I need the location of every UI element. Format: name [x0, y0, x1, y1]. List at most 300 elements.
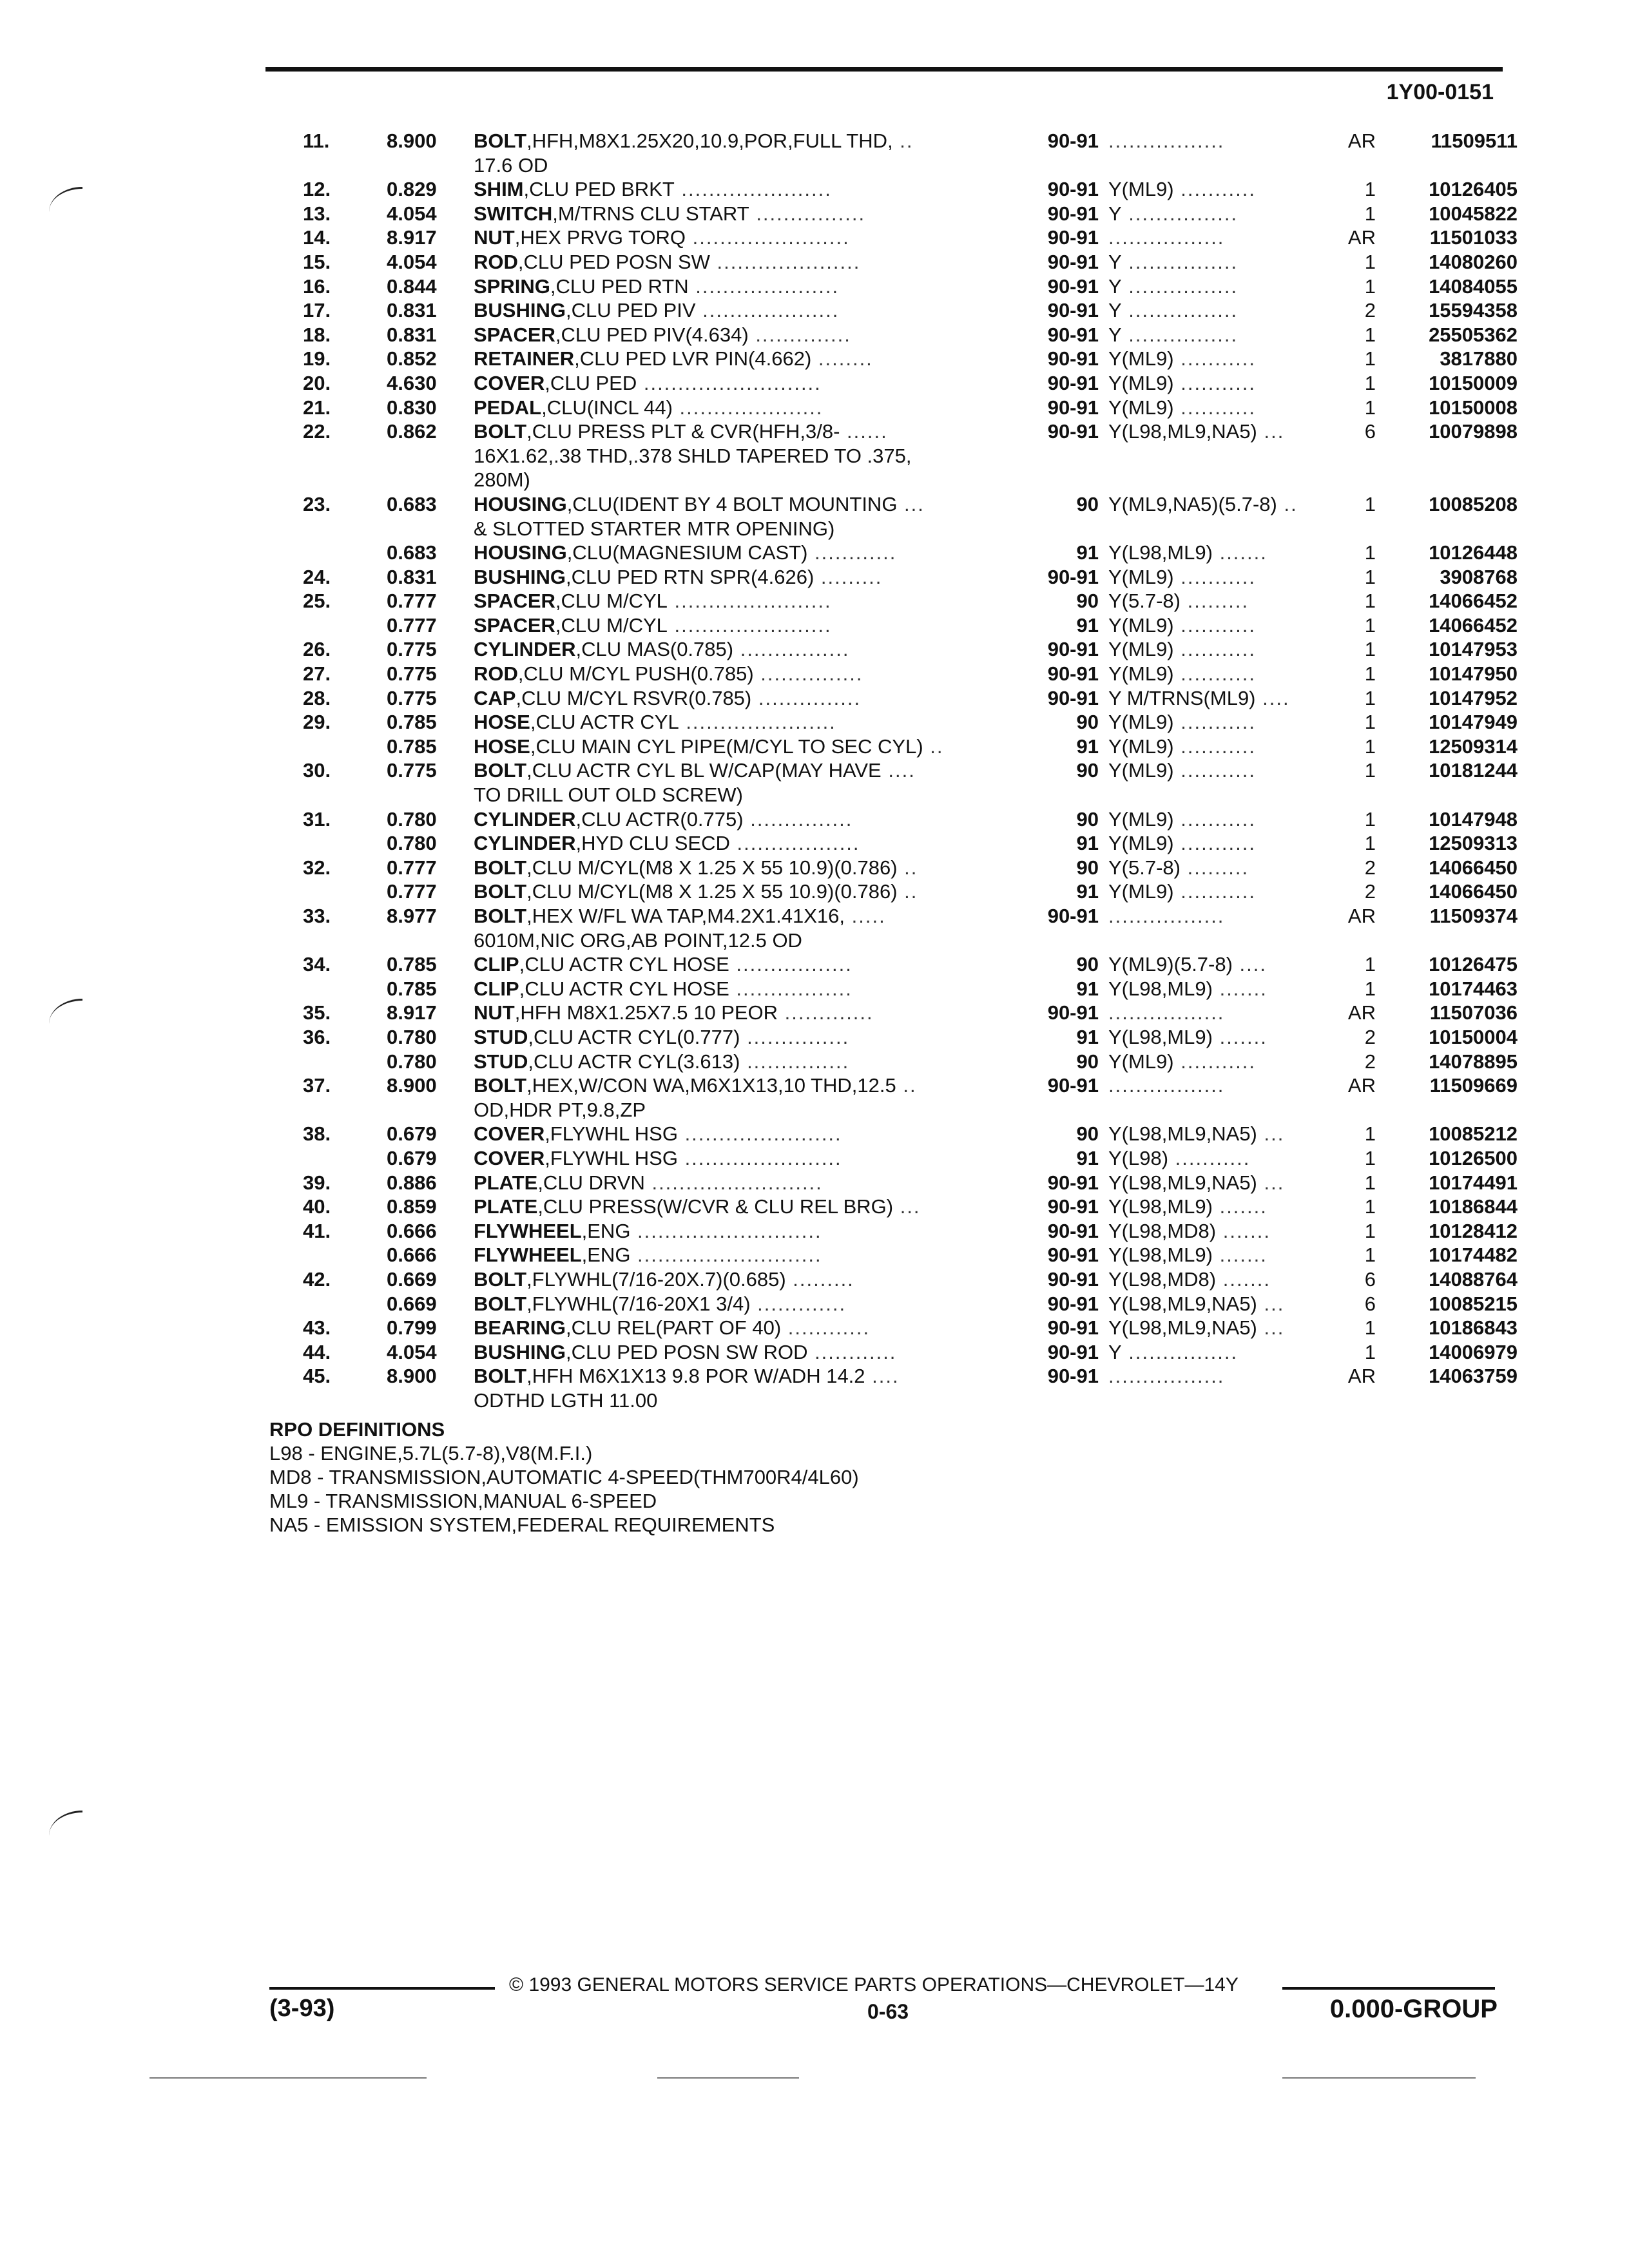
table-row — [303, 419, 1518, 444]
rpo-line-ml9: ML9 - TRANSMISSION,MANUAL 6-SPEED — [269, 1490, 657, 1512]
quantity: AR — [1347, 226, 1376, 249]
part-detail: ,HYD CLU SECD — [575, 832, 730, 855]
part-number — [1376, 153, 1518, 178]
dot-leader: ........................... — [630, 1219, 822, 1242]
group-number: 0.852 — [387, 347, 437, 370]
model-years: 90-91 — [1047, 226, 1099, 249]
dot-leader: ...................... — [679, 711, 836, 734]
dot-leader: ....................... — [686, 226, 850, 249]
model-years: 91 — [1076, 977, 1099, 1000]
dot-leader: ...................... — [674, 178, 832, 201]
part-description — [474, 323, 1008, 347]
group-number: 8.900 — [387, 1074, 437, 1097]
table-row — [303, 1171, 1518, 1195]
quantity: 1 — [1364, 662, 1376, 686]
item-number: 45. — [303, 1365, 331, 1388]
dot-leader: ........... — [1173, 396, 1256, 419]
part-detail: ,CLU M/CYL — [555, 613, 668, 637]
model-years — [1008, 444, 1108, 468]
usage-code — [1108, 1316, 1334, 1340]
quantity: AR — [1347, 1074, 1376, 1097]
usage-code — [1108, 129, 1334, 153]
group-number: 0.785 — [387, 953, 437, 976]
group-number: 0.683 — [387, 492, 437, 515]
item-number: 21. — [303, 396, 331, 419]
part-number: 12509314 — [1429, 735, 1518, 758]
item-number — [303, 153, 387, 178]
part-number: 10174463 — [1429, 977, 1518, 1000]
bottom-line — [1282, 2077, 1476, 2079]
part-description — [474, 541, 1008, 565]
table-row — [303, 613, 1518, 638]
model-years — [1008, 517, 1108, 541]
item-number: 14. — [303, 226, 331, 249]
part-number — [1376, 444, 1518, 468]
quantity: 1 — [1364, 1122, 1376, 1146]
usage-text: Y(ML9)(5.7-8) — [1108, 953, 1233, 976]
part-number: 10186843 — [1429, 1316, 1518, 1340]
dot-leader: ................. — [1108, 1001, 1225, 1024]
quantity — [1334, 1098, 1376, 1122]
table-row — [303, 589, 1518, 613]
part-description — [474, 904, 1008, 928]
part-description — [474, 686, 1008, 711]
usage-text: Y — [1108, 250, 1122, 273]
usage-code — [1108, 323, 1334, 347]
dot-leader: ........... — [1173, 347, 1256, 370]
part-description — [474, 396, 1008, 420]
dot-leader: ....................... — [667, 613, 832, 637]
part-description — [474, 637, 1008, 662]
part-name: RETAINER — [474, 347, 575, 370]
table-row — [303, 879, 1518, 904]
dot-leader: ............... — [743, 807, 853, 831]
quantity: 1 — [1364, 1244, 1376, 1267]
part-description — [474, 952, 1008, 977]
part-description — [474, 517, 1008, 541]
dot-leader: ................. — [1108, 130, 1225, 152]
part-detail: ,CLU ACTR CYL — [530, 711, 679, 734]
footer-group: 0.000-GROUP — [1329, 1995, 1498, 2023]
usage-code — [1108, 904, 1334, 928]
table-row — [303, 202, 1518, 226]
usage-text: Y(ML9) — [1108, 1050, 1174, 1073]
part-description — [474, 758, 1008, 783]
part-number: 10150009 — [1429, 371, 1518, 394]
group-number: 4.054 — [387, 250, 437, 273]
usage-code — [1108, 1219, 1334, 1244]
rpo-title: RPO DEFINITIONS — [269, 1418, 445, 1441]
usage-code — [1108, 419, 1334, 444]
part-detail: ,CLU PRESS PLT & CVR(HFH,3/8- — [526, 420, 840, 443]
item-number — [303, 468, 387, 492]
usage-code — [1108, 444, 1334, 468]
group-number: 0.862 — [387, 420, 437, 443]
bottom-line — [149, 2077, 427, 2079]
item-number — [303, 444, 387, 468]
model-years: 90-91 — [1047, 347, 1099, 370]
part-description — [474, 1316, 1008, 1340]
dot-leader: ........... — [1173, 832, 1256, 855]
part-detail: ,HFH,M8X1.25X20,10.9,POR,FULL THD, — [526, 130, 893, 152]
group-number: 0.777 — [387, 613, 437, 637]
part-number — [1376, 468, 1518, 492]
part-name: SPACER — [474, 613, 555, 637]
part-description — [474, 1219, 1008, 1244]
dot-leader: ................ — [749, 202, 866, 225]
parts-table-body — [303, 129, 1518, 1412]
dot-leader: .... — [865, 1365, 900, 1388]
part-description — [474, 1122, 1008, 1146]
model-years: 90-91 — [1047, 396, 1099, 419]
group-number: 4.630 — [387, 371, 437, 394]
table-row — [303, 1364, 1518, 1389]
model-years — [1008, 468, 1108, 492]
dot-leader: ....... — [1216, 1219, 1271, 1242]
usage-text: Y(ML9) — [1108, 662, 1174, 686]
part-detail: ,FLYWHL HSG — [545, 1146, 678, 1169]
quantity: 6 — [1364, 1292, 1376, 1315]
usage-text: Y(L98) — [1108, 1146, 1169, 1169]
dot-leader: .. — [896, 1074, 917, 1097]
item-number: 18. — [303, 323, 331, 346]
usage-text: Y(5.7-8) — [1108, 856, 1181, 879]
part-description — [474, 735, 1008, 759]
quantity: 1 — [1364, 1195, 1376, 1218]
usage-text: Y(L98,ML9) — [1108, 1195, 1213, 1218]
usage-code — [1108, 250, 1334, 274]
model-years: 91 — [1076, 735, 1099, 758]
part-number: 14066452 — [1429, 590, 1518, 613]
table-row — [303, 856, 1518, 880]
dot-leader: ... — [1257, 1292, 1285, 1315]
dot-leader: ................ — [1121, 1340, 1239, 1363]
group-number: 0.859 — [387, 1195, 437, 1218]
item-number: 22. — [303, 420, 331, 443]
group-number — [387, 928, 474, 953]
part-number: 11507036 — [1429, 1001, 1518, 1024]
part-name: COVER — [474, 1122, 545, 1146]
part-detail: ,CLU MAS(0.785) — [575, 638, 734, 661]
part-detail: 17.6 OD — [474, 153, 548, 177]
usage-text: Y(L98,ML9,NA5) — [1108, 420, 1257, 443]
part-description — [474, 807, 1008, 832]
table-row — [303, 1243, 1518, 1267]
usage-code — [1108, 1340, 1334, 1365]
part-detail: ,FLYWHL HSG — [545, 1122, 678, 1146]
usage-code — [1108, 952, 1334, 977]
dot-leader: ....... — [1212, 1025, 1268, 1048]
item-number: 32. — [303, 856, 331, 879]
quantity: 1 — [1364, 735, 1376, 758]
model-years: 90-91 — [1047, 1171, 1099, 1194]
group-number: 0.785 — [387, 711, 437, 734]
table-row — [303, 517, 1518, 541]
part-description — [474, 879, 1008, 904]
table-row — [303, 1098, 1518, 1122]
dot-leader: ........... — [1173, 662, 1256, 686]
part-number: 10147952 — [1429, 686, 1518, 709]
part-description — [474, 710, 1008, 735]
quantity: 1 — [1364, 590, 1376, 613]
part-detail: ,CLU PED RTN SPR(4.626) — [565, 565, 815, 588]
part-name: BOLT — [474, 905, 527, 927]
item-number — [303, 1292, 387, 1316]
model-years: 90 — [1076, 492, 1099, 515]
dot-leader: ............... — [751, 686, 862, 709]
footer-rule-right — [1282, 1987, 1495, 1990]
item-number: 29. — [303, 711, 331, 734]
group-number — [387, 468, 474, 492]
item-number — [303, 735, 387, 759]
dot-leader: ........ — [811, 347, 873, 370]
dot-leader: ......... — [1180, 590, 1249, 613]
part-detail: 6010M,NIC ORG,AB POINT,12.5 OD — [474, 928, 802, 952]
quantity: 1 — [1364, 977, 1376, 1000]
part-detail: ,FLYWHL(7/16-20X1 3/4) — [526, 1292, 751, 1315]
item-number — [303, 879, 387, 904]
part-number: 14006979 — [1429, 1340, 1518, 1363]
usage-text: Y(L98,ML9,NA5) — [1108, 1171, 1257, 1194]
part-detail: ,HFH M6X1X13 9.8 POR W/ADH 14.2 — [526, 1365, 865, 1388]
table-row — [303, 371, 1518, 396]
quantity: 1 — [1364, 1316, 1376, 1340]
dot-leader: ......................... — [644, 1171, 823, 1194]
usage-text: Y(L98,ML9) — [1108, 977, 1213, 1000]
usage-text: Y(ML9) — [1108, 613, 1174, 637]
model-years: 90-91 — [1047, 686, 1099, 709]
part-description — [474, 1292, 1008, 1316]
part-detail: ,CLU MAIN CYL PIPE(M/CYL TO SEC CYL) — [530, 735, 923, 758]
dot-leader: ....... — [1212, 1195, 1268, 1218]
usage-code — [1108, 879, 1334, 904]
group-number: 0.683 — [387, 541, 437, 564]
usage-code — [1108, 1389, 1334, 1413]
part-name: BUSHING — [474, 1340, 566, 1363]
model-years — [1008, 1098, 1108, 1122]
quantity — [1334, 153, 1376, 178]
part-detail: ,CLU PED POSN SW ROD — [565, 1340, 808, 1363]
item-number: 31. — [303, 807, 331, 831]
model-years: 90-91 — [1047, 1365, 1099, 1388]
model-years: 90-91 — [1047, 250, 1099, 273]
part-description — [474, 783, 1008, 807]
item-number — [303, 1389, 387, 1413]
dot-leader: ........... — [1173, 711, 1256, 734]
dot-leader: ............... — [753, 662, 863, 686]
part-number: 14063759 — [1429, 1365, 1518, 1388]
part-name: BOLT — [474, 856, 527, 879]
usage-code — [1108, 468, 1334, 492]
table-row — [303, 153, 1518, 178]
usage-code — [1108, 735, 1334, 759]
part-number: 14078895 — [1429, 1050, 1518, 1073]
usage-text: Y — [1108, 202, 1122, 225]
part-name: SPRING — [474, 274, 550, 298]
table-row — [303, 710, 1518, 735]
part-description — [474, 589, 1008, 613]
part-detail: ,CLU PED RTN — [550, 274, 689, 298]
part-description — [474, 177, 1008, 202]
part-number: 12509313 — [1429, 832, 1518, 855]
model-years: 90-91 — [1047, 1292, 1099, 1315]
dot-leader: ........... — [1173, 735, 1256, 758]
group-number: 0.831 — [387, 565, 437, 588]
dot-leader: ................. — [1108, 226, 1225, 249]
group-number — [387, 1098, 474, 1122]
part-name: SWITCH — [474, 202, 553, 225]
dot-leader: ....................... — [677, 1122, 842, 1146]
part-detail: ,CLU PED BRKT — [523, 178, 675, 201]
model-years — [1008, 783, 1108, 807]
usage-text: Y(ML9) — [1108, 832, 1174, 855]
dot-leader: ............... — [740, 1025, 850, 1048]
part-name: ROD — [474, 250, 518, 273]
part-description — [474, 226, 1008, 250]
dot-leader: ........... — [1173, 178, 1256, 201]
usage-text: Y — [1108, 323, 1122, 346]
quantity: 1 — [1364, 1171, 1376, 1194]
table-row — [303, 298, 1518, 323]
part-detail: 280M) — [474, 468, 530, 492]
group-number: 0.679 — [387, 1122, 437, 1146]
part-detail: ,HEX W/FL WA TAP,M4.2X1.41X16, — [526, 905, 845, 927]
model-years: 90 — [1076, 953, 1099, 976]
part-number: 10150008 — [1429, 396, 1518, 419]
table-row — [303, 492, 1518, 517]
item-number: 24. — [303, 565, 331, 588]
part-name: BUSHING — [474, 299, 566, 322]
model-years: 90-91 — [1047, 638, 1099, 661]
item-number: 39. — [303, 1171, 331, 1194]
usage-code — [1108, 541, 1334, 565]
part-number — [1376, 1389, 1518, 1413]
part-detail: 16X1.62,.38 THD,.378 SHLD TAPERED TO .375, — [474, 444, 912, 467]
model-years: 90 — [1076, 590, 1099, 613]
part-name: BOLT — [474, 880, 527, 903]
usage-code — [1108, 565, 1334, 590]
dot-leader: ................. — [1108, 1365, 1225, 1388]
part-name: STUD — [474, 1025, 528, 1048]
part-number: 10128412 — [1429, 1219, 1518, 1242]
part-name: CLIP — [474, 953, 519, 976]
item-number: 36. — [303, 1025, 331, 1048]
part-number: 10126500 — [1429, 1146, 1518, 1169]
model-years — [1008, 153, 1108, 178]
item-number — [303, 1243, 387, 1267]
table-row — [303, 1389, 1518, 1413]
group-number: 0.830 — [387, 396, 437, 419]
table-row — [303, 274, 1518, 299]
quantity: 1 — [1364, 613, 1376, 637]
part-detail: ,CLU PED — [545, 371, 637, 394]
item-number: 28. — [303, 686, 331, 709]
part-description — [474, 298, 1008, 323]
part-detail: ,CLU PED PIV(4.634) — [555, 323, 749, 346]
rpo-line-l98: L98 - ENGINE,5.7L(5.7-8),V8(M.F.I.) — [269, 1442, 593, 1465]
part-description — [474, 419, 1008, 444]
usage-code — [1108, 1292, 1334, 1316]
dot-leader: .................. — [729, 832, 860, 855]
quantity — [1334, 468, 1376, 492]
group-number: 0.780 — [387, 1050, 437, 1073]
part-name: CLIP — [474, 977, 519, 1000]
part-number: 10085208 — [1429, 492, 1518, 515]
usage-text: Y(ML9) — [1108, 565, 1174, 588]
dot-leader: ................. — [1108, 1074, 1225, 1097]
quantity: AR — [1347, 1365, 1376, 1388]
usage-code — [1108, 686, 1334, 711]
quantity: 1 — [1364, 371, 1376, 394]
part-number: 25505362 — [1429, 323, 1518, 346]
item-number: 33. — [303, 905, 331, 927]
dot-leader: ............ — [781, 1316, 871, 1340]
dot-leader: .. — [892, 130, 914, 152]
part-detail: OD,HDR PT,9.8,ZP — [474, 1098, 646, 1121]
item-number: 26. — [303, 638, 331, 661]
model-years: 91 — [1076, 1025, 1099, 1048]
dot-leader: .. — [897, 880, 918, 903]
part-number: 15594358 — [1429, 299, 1518, 322]
usage-code — [1108, 613, 1334, 638]
part-number: 10126405 — [1429, 178, 1518, 201]
usage-text: Y(L98,ML9) — [1108, 541, 1213, 564]
model-years: 91 — [1076, 613, 1099, 637]
model-years: 91 — [1076, 1146, 1099, 1169]
parts-table — [303, 129, 1518, 1412]
dot-leader: ... — [1257, 1122, 1285, 1146]
usage-text: Y(5.7-8) — [1108, 590, 1181, 613]
group-number: 0.780 — [387, 1025, 437, 1048]
part-detail: ,CLU M/CYL(M8 X 1.25 X 55 10.9)(0.786) — [526, 856, 898, 879]
part-number: 10126448 — [1429, 541, 1518, 564]
usage-text: Y(L98,ML9) — [1108, 1025, 1213, 1048]
dot-leader: ............... — [740, 1050, 850, 1073]
model-years: 90-91 — [1047, 565, 1099, 588]
model-years: 90-91 — [1047, 1316, 1099, 1340]
model-years: 90-91 — [1047, 1267, 1099, 1291]
usage-code — [1108, 492, 1334, 517]
dot-leader: ........... — [1173, 638, 1256, 661]
model-years: 90-91 — [1047, 371, 1099, 394]
usage-code — [1108, 1364, 1334, 1389]
dot-leader: .. — [923, 735, 944, 758]
group-number: 0.831 — [387, 299, 437, 322]
quantity: 2 — [1364, 299, 1376, 322]
part-name: NUT — [474, 226, 515, 249]
part-detail: ,CLU(IDENT BY 4 BOLT MOUNTING — [566, 492, 898, 515]
quantity: 6 — [1364, 1267, 1376, 1291]
model-years: 90-91 — [1047, 299, 1099, 322]
model-years: 91 — [1076, 832, 1099, 855]
part-number: 10079898 — [1429, 420, 1518, 443]
part-number: 10147948 — [1429, 807, 1518, 831]
group-number: 0.775 — [387, 662, 437, 686]
part-detail: ,CLU ACTR CYL HOSE — [519, 953, 729, 976]
table-row — [303, 1122, 1518, 1146]
quantity: 1 — [1364, 178, 1376, 201]
dot-leader: ..................... — [672, 396, 824, 419]
part-description — [474, 1025, 1008, 1050]
group-number: 0.669 — [387, 1267, 437, 1291]
part-name: CAP — [474, 686, 516, 709]
part-name: BOLT — [474, 1365, 527, 1388]
part-name: BOLT — [474, 1074, 527, 1097]
part-number: 10085212 — [1429, 1122, 1518, 1146]
dot-leader: ........................... — [630, 1244, 822, 1267]
part-number: 10186844 — [1429, 1195, 1518, 1218]
part-detail: TO DRILL OUT OLD SCREW) — [474, 783, 743, 807]
